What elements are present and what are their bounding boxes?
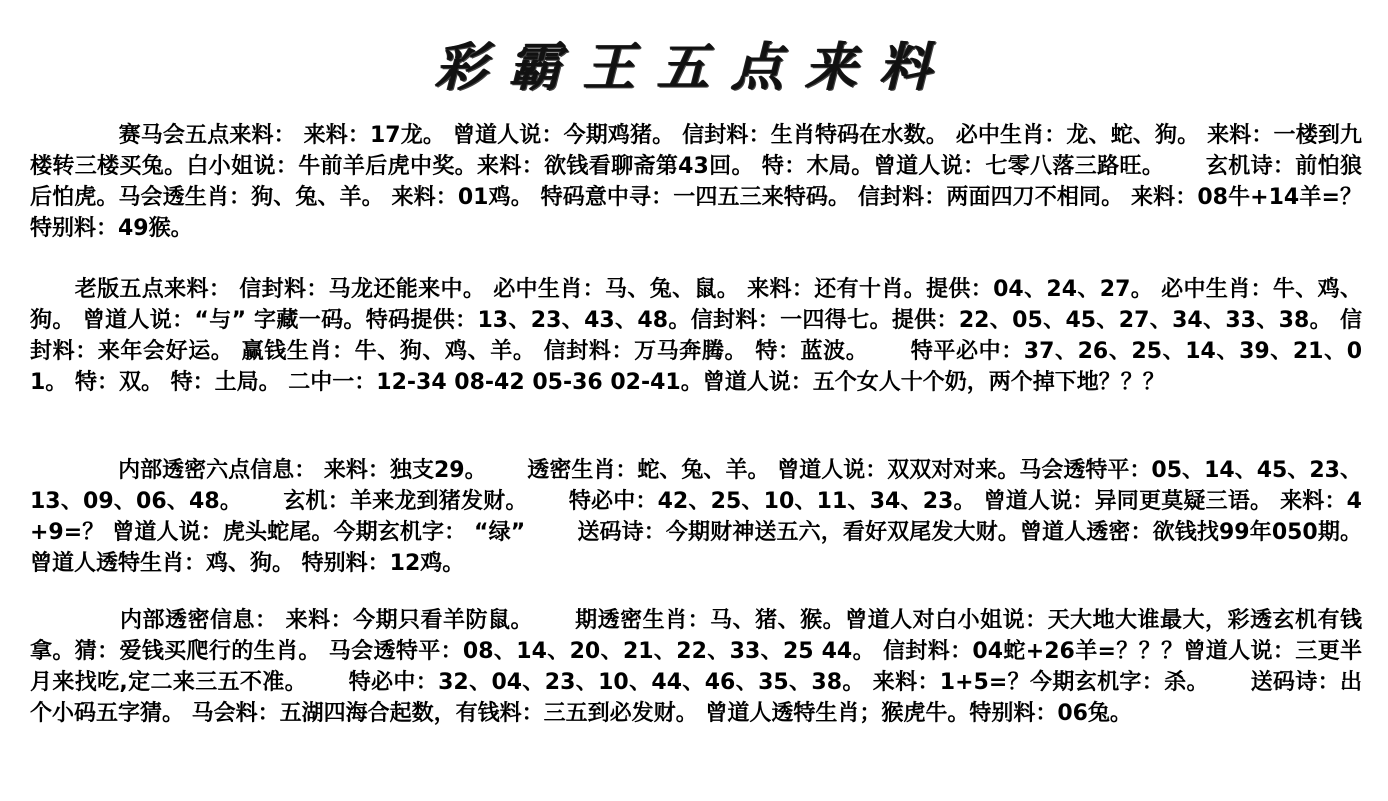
section-text: 赛马会五点来料： 来料：17龙。 曾道人说：今期鸡猪。 信封料：生肖特码在水数。 必中生肖：龙、蛇、狗。 来料：一楼到九楼转三楼买兔。白小姐说：牛前羊后虎中奖。来料：欲钱看聊斋第43回。 特：木局。曾道人说：七零八落三路旺。 玄机诗：前怕狼后怕虎。马会透生肖：狗、兔、羊。 来料：01鸡。 特码意中寻：一四五三来特码。 信封料：两面四刀不相同。 来料：08牛+14羊=？ 特别料：49猴。 [30,123,1362,241]
section-neibu-liudian [30,455,1362,579]
section-neibu [30,605,1362,729]
section-text: 内部透密六点信息： 来料：独支29。 透密生肖：蛇、兔、羊。 曾道人说：双双对对来。马会透特平：05、14、45、23、13、09、06、48。 玄机：羊来龙到猪发财。 特必中：42、25、10、11、34、23。 曾道人说：异同更莫疑三语。 来料：4+9=？ 曾道人说：虎头蛇尾。今期玄机字： “绿” 送码诗：今期财神送五六，看好双尾发大财。曾道人透密：欲钱找99年050期。曾道人透特生肖：鸡、狗。 特别料：12鸡。 [30,458,1362,576]
section-saimahui [30,120,1362,244]
section-laoban [30,274,1362,398]
page-title: 彩霸王五点来料 [434,37,953,98]
section-text: 内部透密信息： 来料：今期只看羊防鼠。 期透密生肖：马、猪、猴。曾道人对白小姐说：天大地大谁最大，彩透玄机有钱拿。猜：爱钱买爬行的生肖。 马会透特平：08、14、20、21、22、33、25 44。 信封料：04蛇+26羊=？？？曾道人说：三更半月来找吃,定二来三五不准。 特必中：32、04、23、10、44、46、35、38。 来料：1+5=？今期玄机字：杀。 送码诗：出个小码五字猜。 马会料：五湖四海合起数，有钱料：三五到必发财。 曾道人透特生肖；猴虎牛。特别料：06兔。 [30,608,1362,726]
section-text: 老版五点来料： 信封料：马龙还能来中。 必中生肖：马、兔、鼠。 来料：还有十肖。提供：04、24、27。 必中生肖：牛、鸡、狗。 曾道人说：“与” 字藏一码。特码提供：13、23、43、48。信封料：一四得七。提供：22、05、45、27、34、33、38。 信封料：来年会好运。 赢钱生肖：牛、狗、鸡、羊。 信封料：万马奔腾。 特：蓝波。 特平必中：37、26、25、14、39、21、01。 特：双。 特：土局。 二中一：12-34 08-42 05-36 02-41。曾道人说：五个女人十个奶，两个掉下地？？？ [30,277,1362,395]
